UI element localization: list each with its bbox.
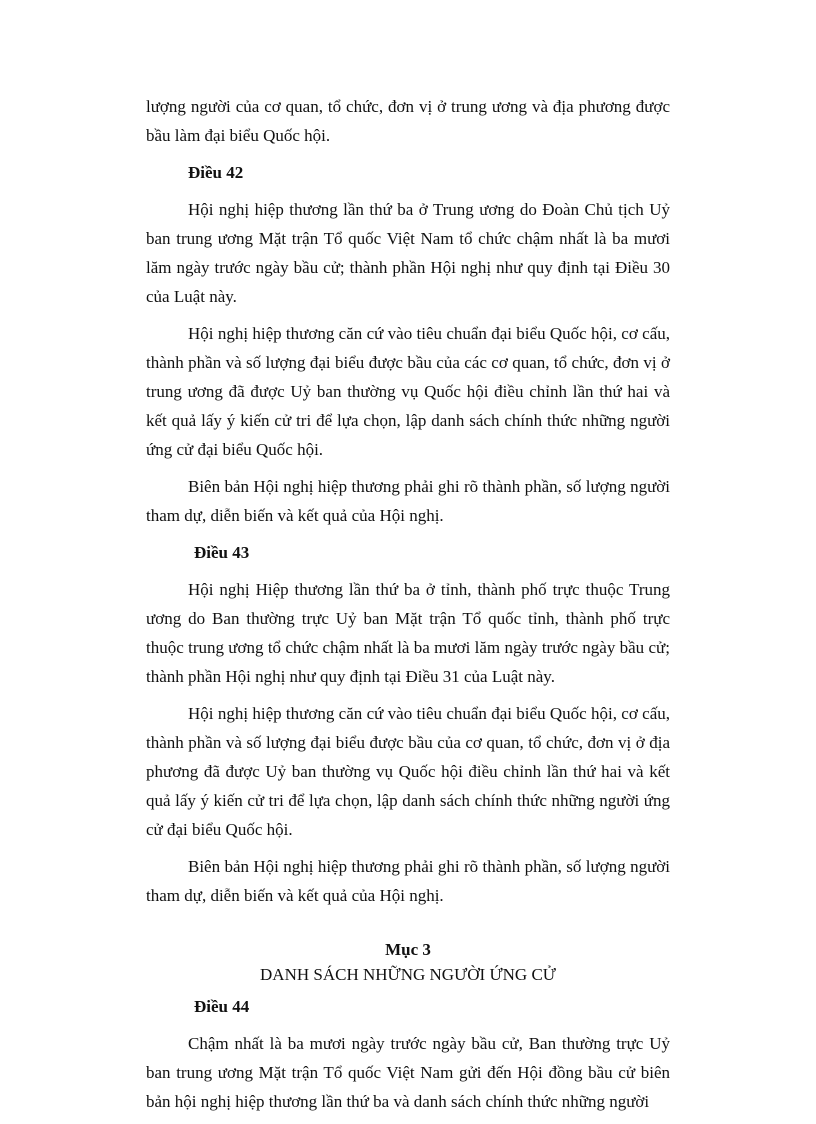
article-42-paragraph-3: Biên bản Hội nghị hiệp thương phải ghi rõ thành phần, số lượng người tham dự, diễn biến và kết quả của Hội nghị. [146, 477, 670, 525]
section-title: DANH SÁCH NHỮNG NGƯỜI ỨNG CỬ [260, 965, 556, 984]
continuation-paragraph: lượng người của cơ quan, tổ chức, đơn vị ở trung ương và địa phương được bầu làm đại biểu Quốc hội. [146, 97, 670, 145]
document-page [146, 92, 670, 1124]
article-42-paragraph-1: Hội nghị hiệp thương lần thứ ba ở Trung ương do Đoàn Chủ tịch Uỷ ban trung ương Mặt trận Tổ quốc Việt Nam tổ chức chậm nhất là ba mươi lăm ngày trước ngày bầu cử; thành phần Hội nghị như quy định tại Điều 30 của Luật này. [146, 200, 670, 306]
article-42-heading: Điều 42 [188, 163, 244, 182]
article-42-paragraph-2: Hội nghị hiệp thương căn cứ vào tiêu chuẩn đại biểu Quốc hội, cơ cấu, thành phần và số lượng đại biểu được bầu của các cơ quan, tổ chức, đơn vị ở trung ương đã được Uỷ ban thường vụ Quốc hội điều chỉnh lần thứ hai và kết quả lấy ý kiến cử tri để lựa chọn, lập danh sách chính thức những người ứng cử đại biểu Quốc hội. [146, 324, 670, 459]
section-number: Mục 3 [385, 940, 431, 959]
article-44-heading: Điều 44 [194, 997, 250, 1016]
article-43-heading: Điều 43 [194, 543, 250, 562]
section-3-header [146, 938, 670, 988]
article-43-paragraph-2: Hội nghị hiệp thương căn cứ vào tiêu chuẩn đại biểu Quốc hội, cơ cấu, thành phần và số lượng đại biểu được bầu của cơ quan, tổ chức, đơn vị ở địa phương đã được Uỷ ban thường vụ Quốc hội điều chỉnh lần thứ hai và kết quả lấy ý kiến cử tri để lựa chọn, lập danh sách chính thức những người ứng cử đại biểu Quốc hội. [146, 704, 670, 839]
article-44-paragraph-1: Chậm nhất là ba mươi ngày trước ngày bầu cử, Ban thường trực Uỷ ban trung ương Mặt trận Tổ quốc Việt Nam gửi đến Hội đồng bầu cử biên bản hội nghị hiệp thương lần thứ ba và danh sách chính thức những người [146, 1034, 670, 1111]
article-43-paragraph-1: Hội nghị Hiệp thương lần thứ ba ở tỉnh, thành phố trực thuộc Trung ương do Ban thường trực Uỷ ban Mặt trận Tổ quốc tỉnh, thành phố trực thuộc trung ương tổ chức chậm nhất là ba mươi lăm ngày trước ngày bầu cử; thành phần Hội nghị như quy định tại Điều 31 của Luật này. [146, 580, 670, 686]
article-43-paragraph-3: Biên bản Hội nghị hiệp thương phải ghi rõ thành phần, số lượng người tham dự, diễn biến và kết quả của Hội nghị. [146, 857, 670, 905]
